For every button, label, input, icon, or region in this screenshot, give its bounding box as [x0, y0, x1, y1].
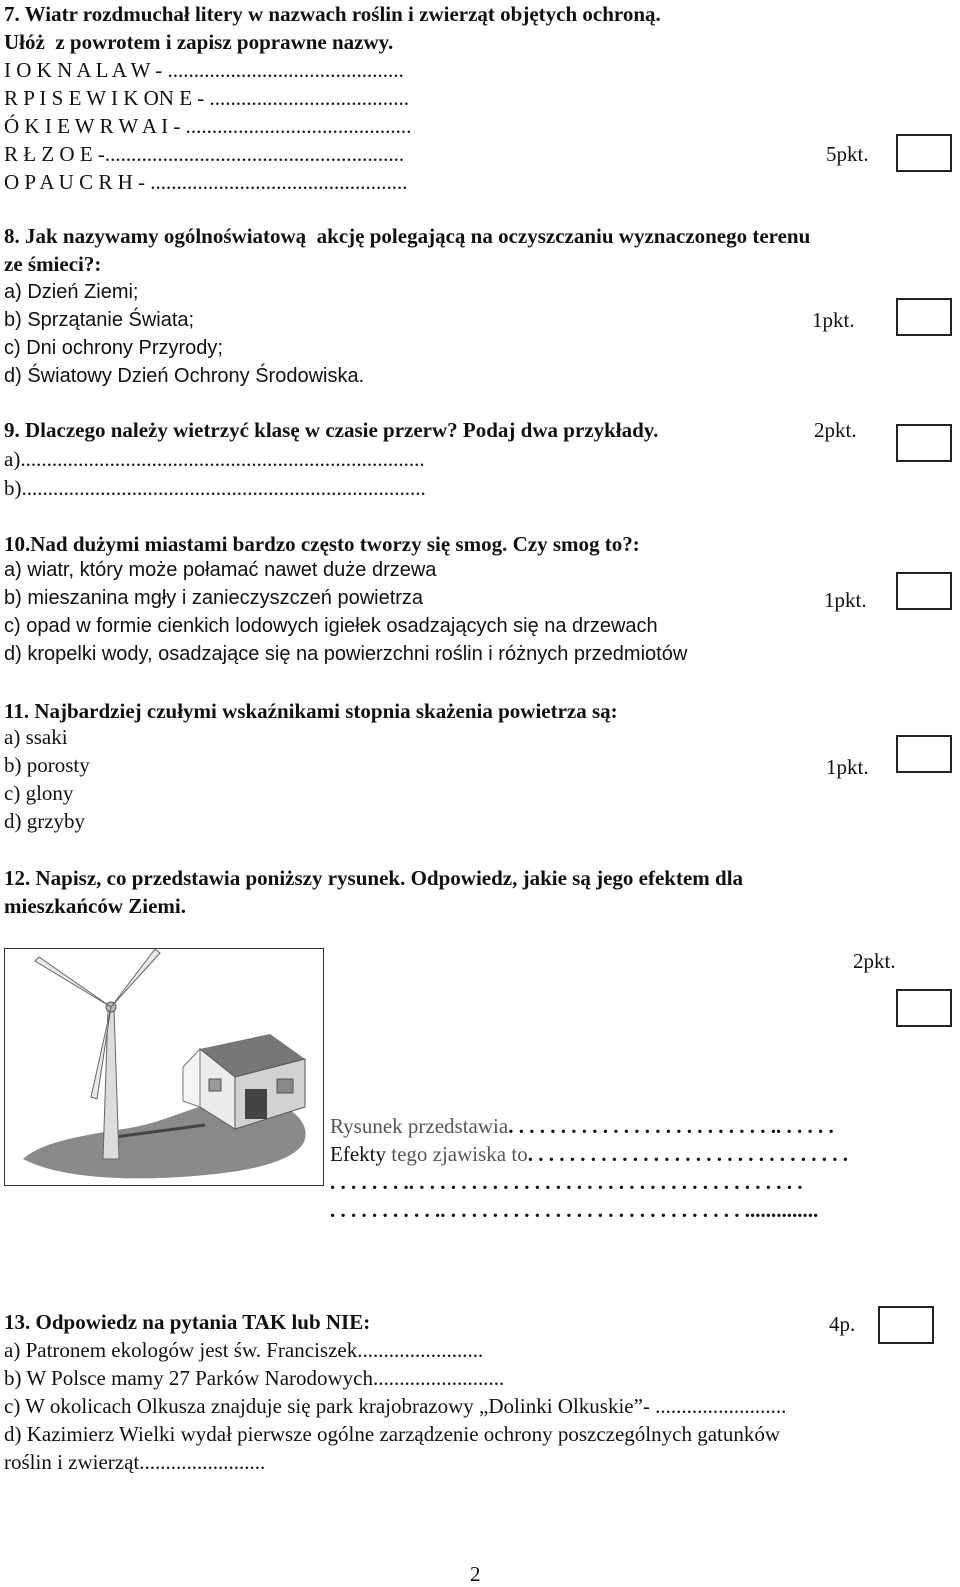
q7-score-box[interactable] [896, 134, 952, 172]
q13-score-box[interactable] [878, 1306, 934, 1344]
q10-option-c: c) opad w formie cienkich lodowych igiełek osadzających się na drzewach [4, 615, 658, 637]
q10-points: 1pkt. [824, 588, 867, 612]
wind-turbine-icon [5, 949, 323, 1185]
q12-effects-dots: . . . . . . . . . . . . . . . . . . . . . . . . . . . . . . . [527, 1142, 848, 1166]
wind-turbine-house-illustration [4, 948, 324, 1186]
q7-anagram-4: R Ł Z O E -......................................................... [4, 142, 405, 166]
q11-option-b: b) porosty [4, 753, 90, 777]
q13-item-c: c) W okolicach Olkusza znajduje się park krajobrazowy „Dolinki Olkuskie”- ......................... [4, 1394, 787, 1418]
q12-answer-line1 [330, 1112, 834, 1140]
q9-score-box[interactable] [896, 424, 952, 462]
q7-title-line1: 7. Wiatr rozdmuchał litery w nazwach roślin i zwierząt objętych ochroną. [4, 2, 661, 26]
q7-anagram-5: O P A U C R H - ................................................. [4, 170, 408, 194]
q9-answer-a: a)............................................................................. [4, 447, 425, 471]
q12-title-line2: mieszkańców Ziemi. [4, 894, 186, 918]
q8-option-c: c) Dni ochrony Przyrody; [4, 337, 223, 359]
q7-anagram-1: I O K N A L A W - ............................................. [4, 58, 404, 82]
q8-option-b: b) Sprzątanie Świata; [4, 309, 195, 331]
q8-title-line1: 8. Jak nazywamy ogólnoświatową akcję polegającą na oczyszczaniu wyznaczonego terenu [4, 224, 811, 248]
q7-anagram-2: R P I S E W I K ON E - ...................................... [4, 86, 410, 110]
q11-score-box[interactable] [896, 735, 952, 773]
q12-answer-dots: . . . . . . . . . . . . . . . . . . . . . . . . . .. . . . . . [508, 1114, 834, 1138]
q12-effects-label: tego zjawiska to [385, 1142, 528, 1166]
q13-item-d: d) Kazimierz Wielki wydał pierwsze ogólne zarządzenie ochrony poszczególnych gatunków [4, 1422, 781, 1446]
q13-item-d-cont: roślin i zwierząt........................ [4, 1450, 266, 1474]
q10-option-b: b) mieszanina mgły i zanieczyszczeń powietrza [4, 587, 424, 609]
q7-anagram-3: Ó K I E W R W A I - ........................................... [4, 114, 412, 138]
q11-title: 11. Najbardziej czułymi wskaźnikami stopnia skażenia powietrza są: [4, 699, 618, 723]
q13-item-b: b) W Polsce mamy 27 Parków Narodowych......................... [4, 1366, 505, 1390]
q11-option-a: a) ssaki [4, 725, 68, 749]
q11-points: 1pkt. [826, 755, 869, 779]
q10-score-box[interactable] [896, 572, 952, 610]
q9-points: 2pkt. [814, 418, 857, 442]
q7-title-line2: Ułóż z powrotem i zapisz poprawne nazwy. [4, 30, 394, 54]
q10-option-a: a) wiatr, który może połamać nawet duże drzewa [4, 559, 437, 581]
q8-score-box[interactable] [896, 298, 952, 336]
q13-item-a: a) Patronem ekologów jest św. Franciszek........................ [4, 1338, 484, 1362]
q12-answer-label: Rysunek przedstawia [330, 1114, 509, 1138]
q8-points: 1pkt. [812, 308, 855, 332]
page-number: 2 [470, 1562, 481, 1586]
q12-answer-line3: . . . . . . . .. . . . . . . . . . . . . . . . . . . . . . . . . . . . . . . . . . . . . . [330, 1170, 803, 1194]
q10-option-d: d) kropelki wody, osadzające się na powierzchni roślin i różnych przedmiotów [4, 643, 688, 665]
q12-score-box[interactable] [896, 989, 952, 1027]
q12-effects-label-dark: Efekty [330, 1142, 386, 1166]
q12-points: 2pkt. [853, 949, 896, 973]
q8-option-a: a) Dzień Ziemi; [4, 281, 139, 303]
q12-effects-line [330, 1140, 848, 1168]
q10-title: 10.Nad dużymi miastami bardzo często tworzy się smog. Czy smog to?: [4, 532, 640, 556]
q7-points: 5pkt. [826, 142, 869, 166]
q13-title: 13. Odpowiedz na pytania TAK lub NIE: [4, 1310, 371, 1334]
q9-answer-b: b)............................................................................. [4, 476, 426, 500]
q8-option-d: d) Światowy Dzień Ochrony Środowiska. [4, 365, 365, 387]
q13-points: 4p. [829, 1312, 856, 1336]
q9-title: 9. Dlaczego należy wietrzyć klasę w czasie przerw? Podaj dwa przykłady. [4, 418, 659, 442]
q11-option-d: d) grzyby [4, 809, 86, 833]
q12-answer-line4: . . . . . . . . . . .. . . . . . . . . . . . . . . . . . . . . . . . . . . . . .............. [330, 1198, 819, 1222]
q12-title-line1: 12. Napisz, co przedstawia poniższy rysunek. Odpowiedz, jakie są jego efektem dla [4, 866, 744, 890]
q8-title-line2: ze śmieci?: [4, 252, 102, 276]
q11-option-c: c) glony [4, 781, 74, 805]
